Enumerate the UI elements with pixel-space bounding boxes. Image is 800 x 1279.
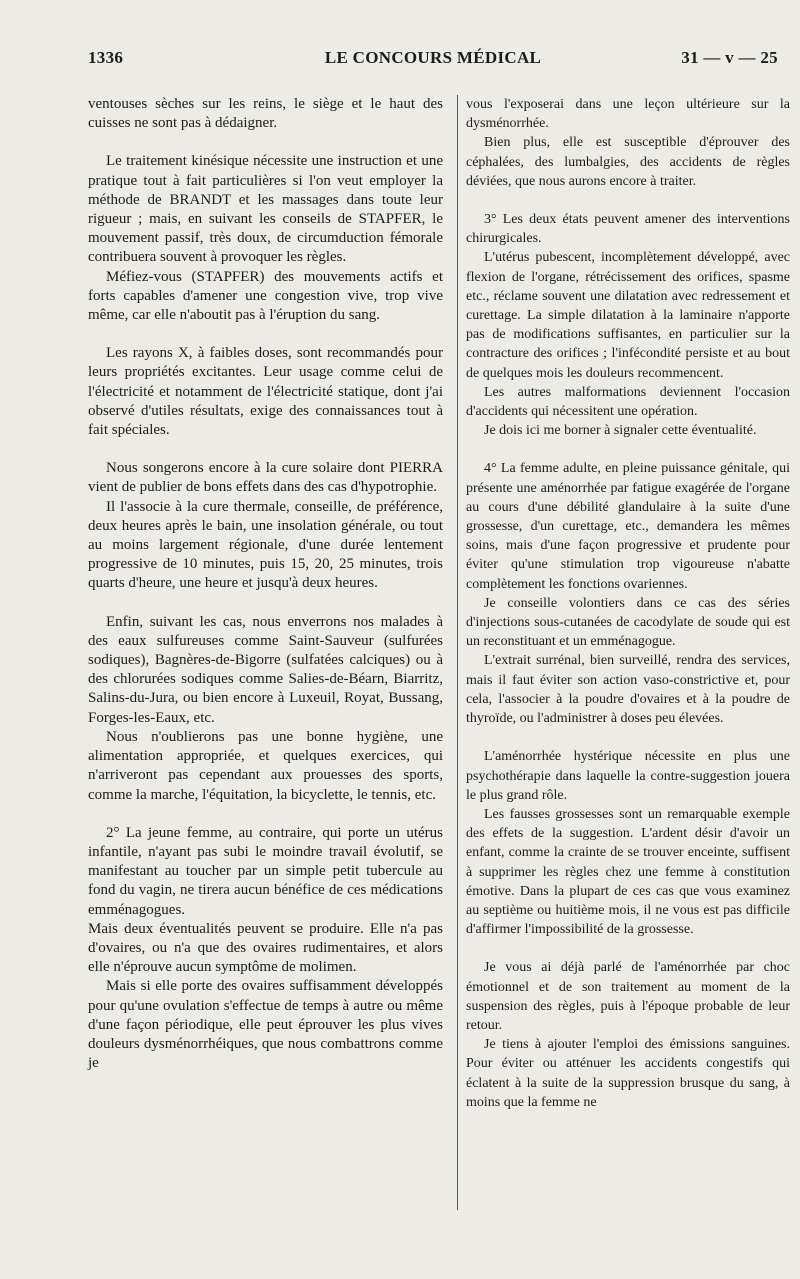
- paragraph: Les autres malformations deviennent l'occasion d'accidents qui nécessitent une opération.: [466, 384, 790, 420]
- paragraph: 2° La jeune femme, au contraire, qui porte un utérus infantile, n'ayant pas subi le moindre travail évolutif, se manifestant au toucher par un simple petit tubercule au fond du vagin, ne tirera aucun bénéfice de ces médications emménagogues.: [88, 824, 443, 918]
- paragraph: Nous n'oublierons pas une bonne hygiène, une alimentation appropriée, et quelques exercices, qui n'arriveront pas cependant aux prouesses des sports, comme la marche, l'équitation, la bicyclette, le tennis, etc.: [88, 728, 443, 803]
- paragraph: Le traitement kinésique nécessite une instruction et une pratique tout à fait particulières si l'on veut employer la méthode de BRANDT et les massages dans toute leur rigueur ; mais, en suivant les conseils de STAPFER, le mouvement passif, très doux, de circumduction fémorale contribuera souvent à provoquer les règles.: [88, 153, 443, 266]
- paragraph: Mais deux éventualités peuvent se produire. Elle n'a pas d'ovaires, ou n'a que des ovaires rudimentaires, et alors elle n'éprouve aucun symptôme de molimen.: [88, 920, 443, 976]
- paragraph: ventouses sèches sur les reins, le siège et le haut des cuisses ne sont pas à dédaigner.: [88, 96, 443, 132]
- right-column: [466, 95, 790, 1112]
- paragraph: Les rayons X, à faibles doses, sont recommandés pour leurs propriétés excitantes. Leur usage comme celui de l'électricité et notamment de l'électricité statique, dont j'ai observé d'utiles résultats, exige des connaissances tout à fait spéciales.: [88, 345, 443, 439]
- paragraph: Mais si elle porte des ovaires suffisamment développés pour qu'une ovulation s'effectue de temps à autre ou même d'une façon périodique, elle peut éprouver les plus vives douleurs dysménorrhéiques, que nous combattrons comme je: [88, 978, 443, 1072]
- paragraph: 3° Les deux états peuvent amener des interventions chirurgicales.: [466, 212, 790, 247]
- paragraph: L'utérus pubescent, incomplètement développé, avec flexion de l'organe, rétrécissement des orifices, spasme etc., réclame souvent une dilatation avec redressement et curettage. La simple dilatation à la laminaire n'apporte pas de modifications suffisantes, en particulier sur la contracture des orifices ; l'infécondité persiste et au bout de quelques mois les douleurs recommencent.: [466, 250, 790, 381]
- paragraph: Je tiens à ajouter l'emploi des émissions sanguines. Pour éviter ou atténuer les accidents congestifs qui éclatent à la suite de la suppression brusque du sang, à moins que la femme ne: [466, 1037, 790, 1110]
- paragraph: Enfin, suivant les cas, nous enverrons nos malades à des eaux sulfureuses comme Saint-Sauveur (sulfurées sodiques), Bagnères-de-Bigorre (sulfatées calciques) ou à des chlorurées sodiques comme Salies-de-Béarn, Biarritz, Salins-du-Jura, ou bien encore à Luxeuil, Royat, Bussang, Forges-les-Eaux, etc.: [88, 613, 443, 726]
- paragraph: Méfiez-vous (STAPFER) des mouvements actifs et forts capables d'amener une congestion vive, trop vive même, car elle n'aboutit pas à l'éruption du sang.: [88, 268, 443, 324]
- paragraph: Je dois ici me borner à signaler cette éventualité.: [484, 423, 757, 439]
- issue-date: 31 — v — 25: [681, 48, 778, 67]
- paragraph: L'extrait surrénal, bien surveillé, rendra des services, mais il faut éviter son action vaso-constrictive et, pour cela, l'associer à la poudre d'ovaires et à la poudre de thyroïde, ou l'administrer à doses peu élevées.: [466, 653, 790, 727]
- paragraph: 4° La femme adulte, en pleine puissance génitale, qui présente une aménorrhée par fatigue exagérée de l'organe au cours d'une débilité glandulaire à la suite d'une grossesse, d'un curettage, etc., demandera les mêmes soins, mais d'une façon progressive et prudente pour éviter qu'une stimulation trop vigoureuse n'abatte complètement les fonctions ovariennes.: [466, 461, 790, 592]
- paragraph: Je conseille volontiers dans ce cas des séries d'injections sous-cutanées de cacodylate de soude qui est un reconstituant et un emménagogue.: [466, 595, 790, 650]
- paragraph: Bien plus, elle est susceptible d'éprouver des céphalées, des lumbalgies, des accidents de règles déviées, que nous aurons encore à traiter.: [466, 135, 790, 189]
- paragraph: L'aménorrhée hystérique nécessite en plus une psychothérapie dans laquelle la contre-suggestion jouera le plus grand rôle.: [466, 749, 790, 803]
- paragraph: Les fausses grossesses sont un remarquable exemple des effets de la suggestion. L'ardent désir d'avoir un enfant, comme la crainte de se trouver enceinte, suffisent à supprimer les règles chez une femme à constitution émotive. Dans la plupart de ces cas que vous examinez au septième ou huitième mois, il ne vous est pas difficile d'affirmer l'impossibilité de la grossesse.: [466, 806, 790, 938]
- column-divider: [457, 95, 458, 1210]
- page-header: [88, 48, 778, 76]
- paragraph: Il l'associe à la cure thermale, conseille, de préférence, deux heures après le bain, une insolation générale, ou tout au moins largement régionale, d'une durée lentement progressive de 10 minutes, puis 15, 20, 25 minutes, trois quarts d'heure, une heure et jusqu'à deux heures.: [88, 498, 443, 592]
- paragraph: Je vous ai déjà parlé de l'aménorrhée par choc émotionnel et de son traitement au moment de la suspension des règles, puis à l'époque probable de leur retour.: [466, 960, 790, 1033]
- paragraph: Nous songerons encore à la cure solaire dont PIERRA vient de publier de bons effets dans des cas d'hypotrophie.: [88, 460, 443, 496]
- left-column: [88, 95, 443, 1073]
- paragraph: vous l'exposerai dans une leçon ultérieure sur la dysménorrhée.: [466, 97, 790, 132]
- page-number: 1336: [88, 48, 124, 67]
- journal-title: LE CONCOURS MÉDICAL: [324, 48, 542, 67]
